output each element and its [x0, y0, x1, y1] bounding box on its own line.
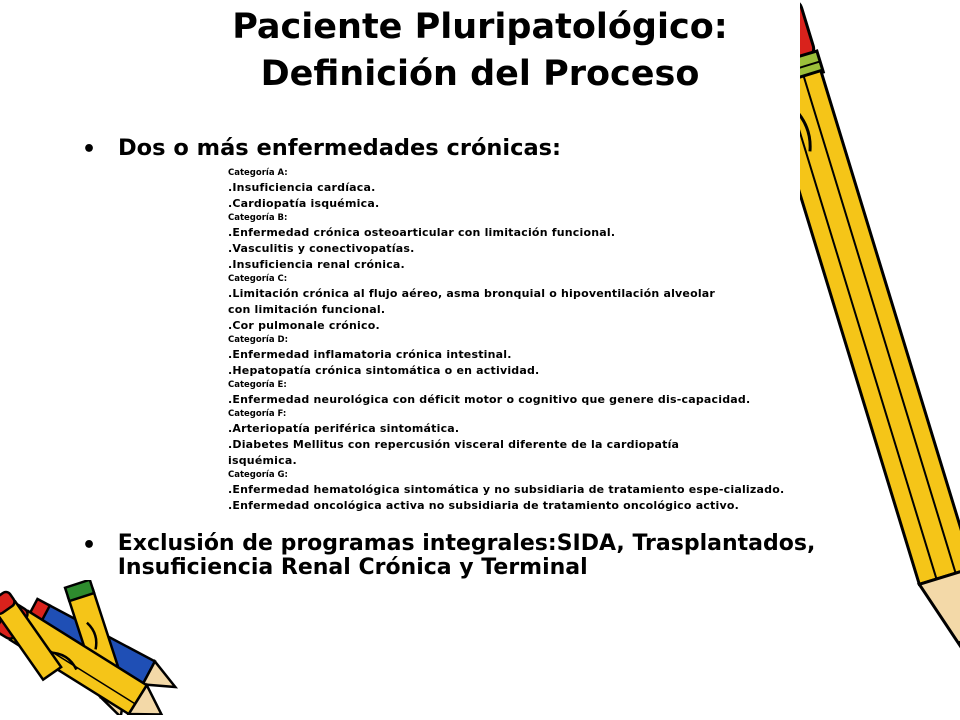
category-item: .Insuficiencia cardíaca.	[228, 181, 376, 194]
category-item: .Enfermedad inflamatoria crónica intestinal.	[228, 348, 512, 361]
category-label: Categoría G:	[228, 470, 288, 480]
category-item: .Cor pulmonale crónico.	[228, 319, 380, 332]
title-line-2: Definición del Proceso	[260, 54, 700, 94]
category-label: Categoría C:	[228, 274, 288, 284]
title-line-1: Paciente Pluripatológico:	[232, 7, 728, 47]
category-item: .Enfermedad crónica osteoarticular con limitación funcional.	[228, 226, 616, 239]
category-item: .Arteriopatía periférica sintomática.	[228, 422, 460, 435]
category-label: Categoría D:	[228, 335, 288, 345]
category-item: .Cardiopatía isquémica.	[228, 197, 380, 210]
category-label: Categoría B:	[228, 213, 288, 223]
pencils-bottom-left-icon	[0, 580, 200, 715]
bullet-text: Exclusión de programas integrales:SIDA, Trasplantados, Insuficiencia Renal Crónica y Terminal	[117, 531, 816, 580]
category-item: .Enfermedad neurológica con déficit motor o cognitivo que genere dis-capacidad.	[228, 393, 751, 406]
bullet-marker: •	[82, 533, 97, 558]
slide-title	[150, 4, 810, 98]
category-label: Categoría A:	[228, 168, 288, 178]
bullet-marker: •	[82, 137, 97, 162]
bullet-text: Dos o más enfermedades crónicas:	[118, 135, 562, 161]
category-list	[228, 167, 818, 514]
category-item: .Enfermedad oncológica activa no subsidiaria de tratamiento oncológico activo.	[228, 499, 739, 512]
category-item: .Hepatopatía crónica sintomática o en actividad.	[228, 364, 540, 377]
category-item: .Vasculitis y conectivopatías.	[228, 242, 415, 255]
pencil-right-icon	[800, 0, 960, 720]
bullet-chronic-diseases	[82, 136, 561, 164]
category-item: .Limitación crónica al flujo aéreo, asma bronquial o hipoventilación alveolar	[228, 287, 716, 300]
bullet-exclusion	[82, 532, 862, 580]
category-label: Categoría F:	[228, 409, 287, 419]
category-item: .Enfermedad hematológica sintomática y no subsidiaria de tratamiento espe-cializado.	[228, 483, 785, 496]
category-item: .Diabetes Mellitus con repercusión visceral diferente de la cardiopatía	[228, 438, 680, 451]
category-item: .Insuficiencia renal crónica.	[228, 258, 405, 271]
category-item: con limitación funcional.	[228, 303, 386, 316]
category-item: isquémica.	[228, 454, 297, 467]
category-label: Categoría E:	[228, 380, 287, 390]
